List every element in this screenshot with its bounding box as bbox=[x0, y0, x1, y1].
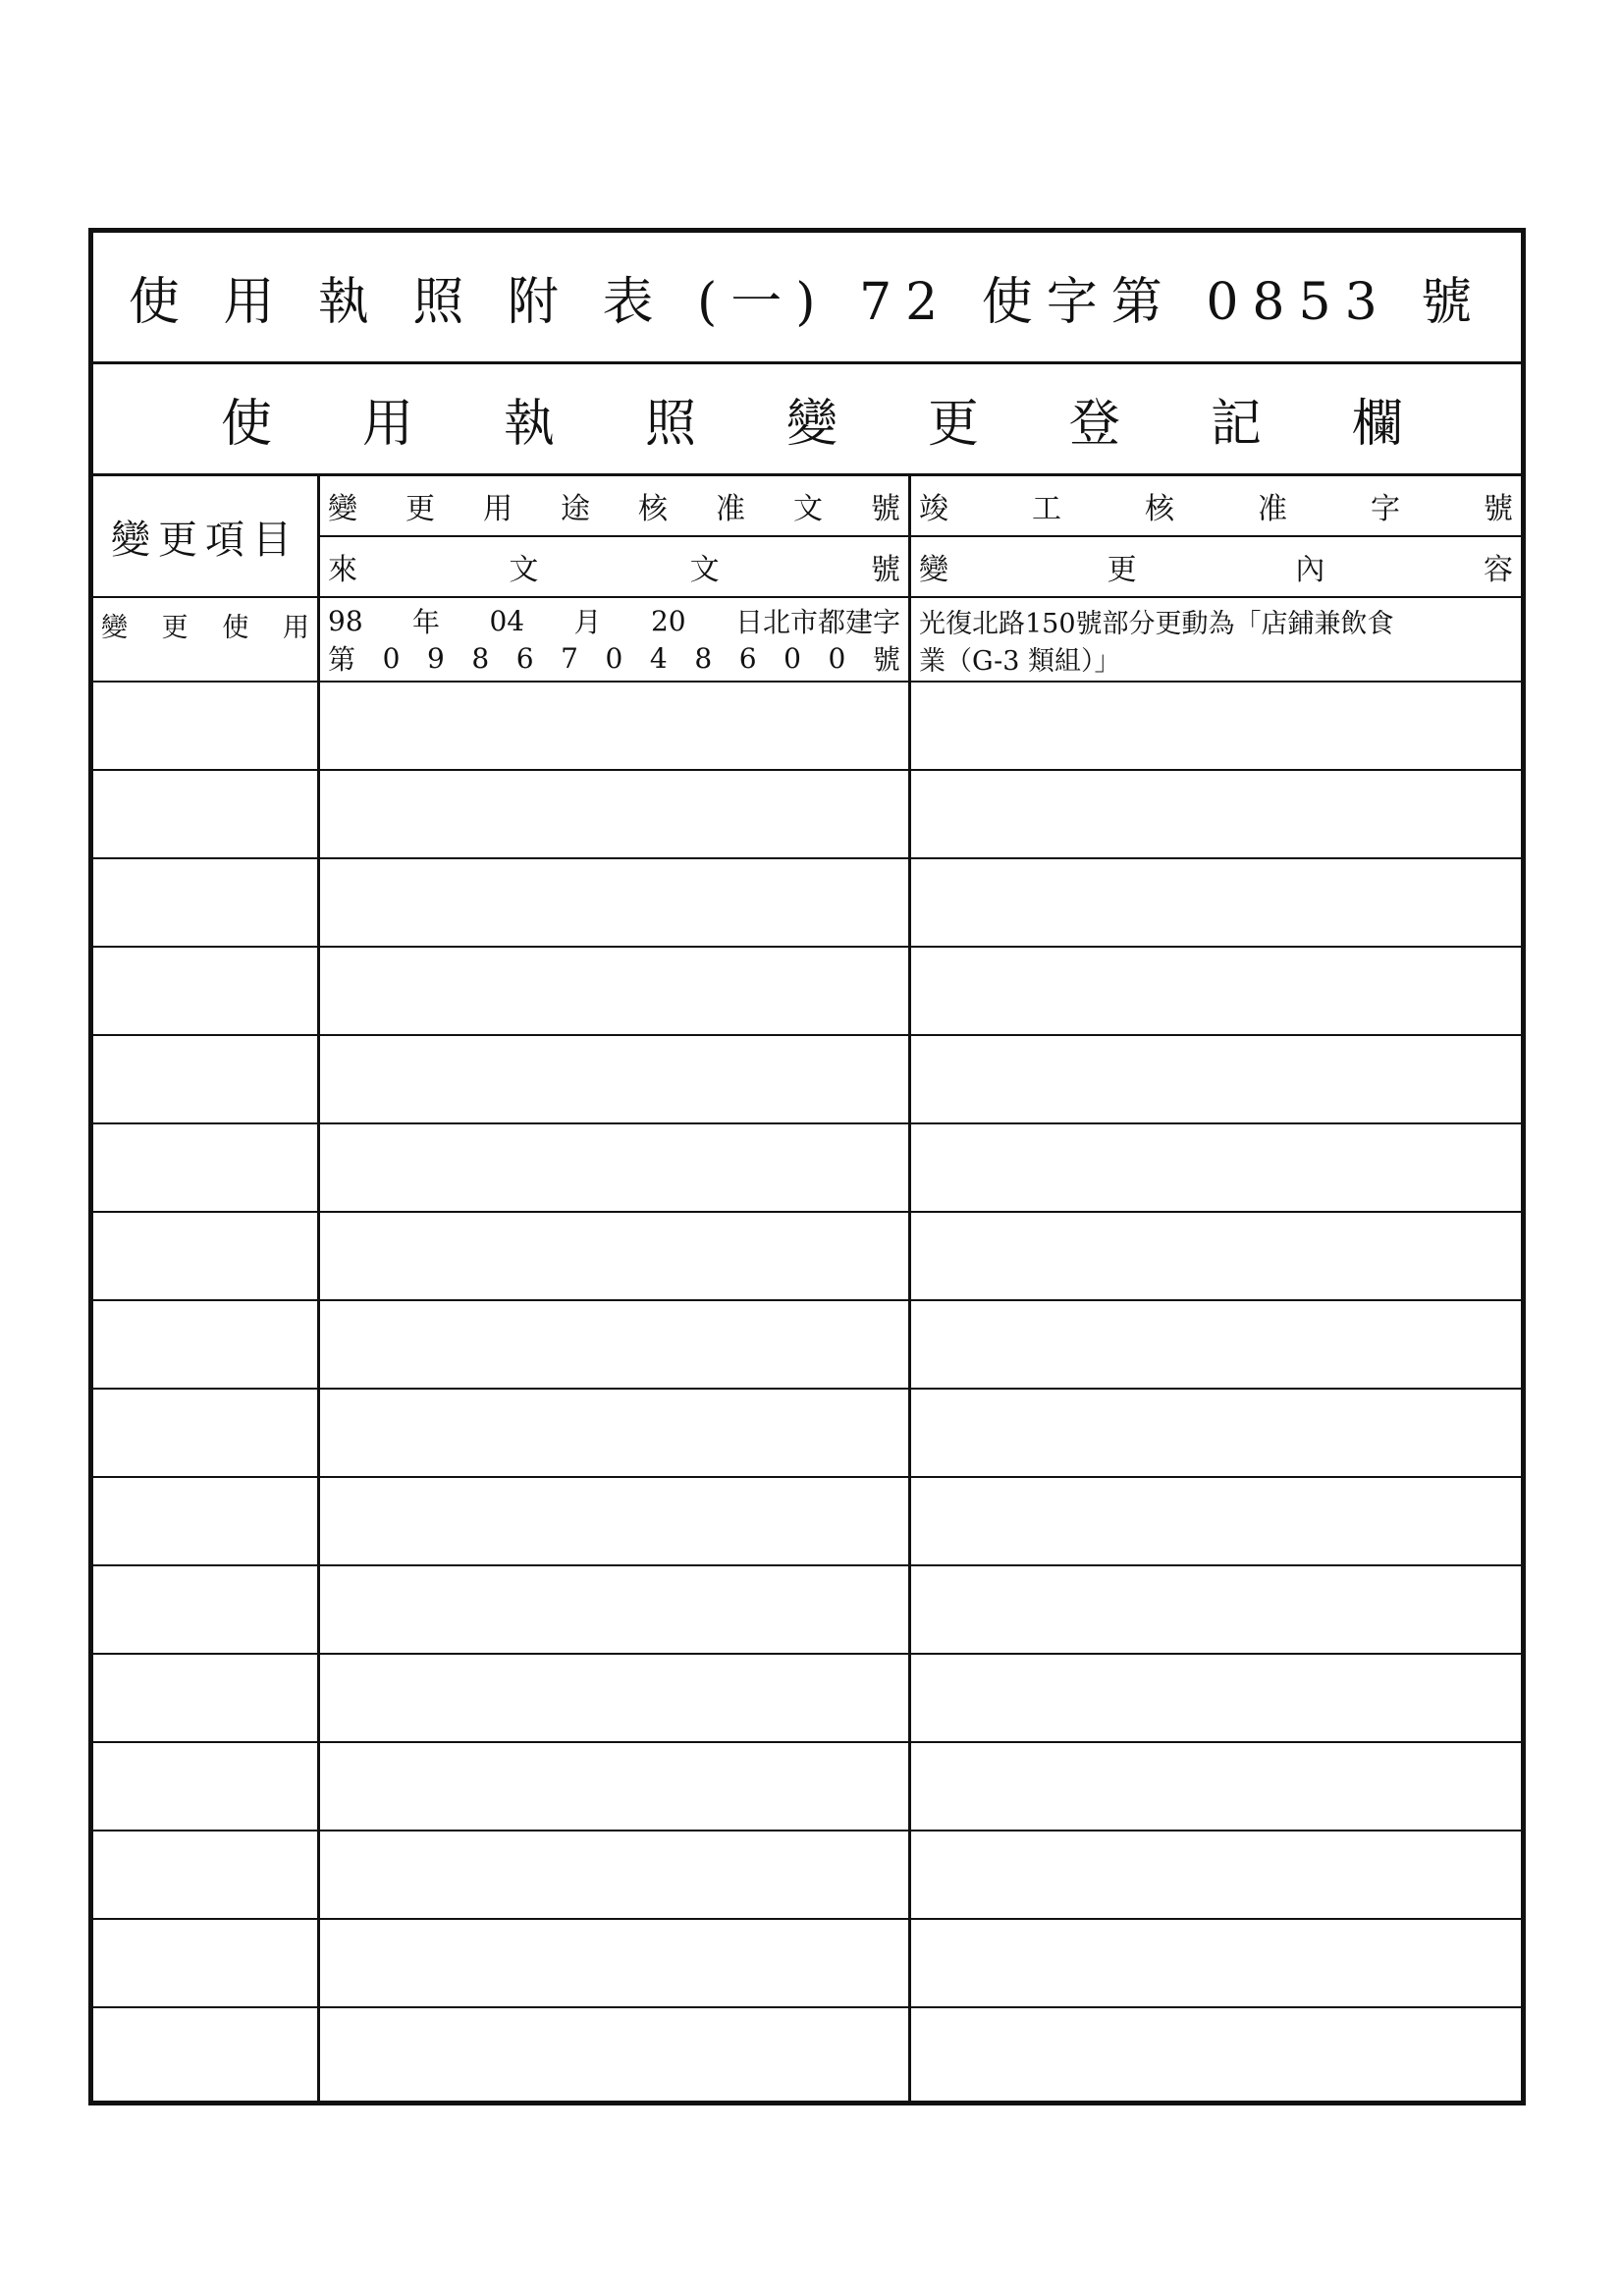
doc-token: 第 bbox=[328, 643, 356, 676]
empty-row bbox=[320, 1920, 908, 2008]
header-char: 用 bbox=[483, 492, 513, 526]
subtitle-char: 更 bbox=[927, 395, 979, 454]
empty-row bbox=[320, 859, 908, 948]
empty-row bbox=[320, 1301, 908, 1390]
subtitle-char: 用 bbox=[361, 395, 413, 454]
form-title-row bbox=[93, 233, 1521, 364]
entry-item-char: 變 bbox=[101, 613, 128, 643]
column-document-number bbox=[320, 476, 911, 2101]
header-char: 准 bbox=[1258, 492, 1287, 526]
doc-token: 月 bbox=[573, 606, 602, 638]
empty-row bbox=[93, 1213, 317, 1301]
subtitle-char: 執 bbox=[503, 395, 555, 454]
empty-row bbox=[911, 1478, 1521, 1566]
empty-row bbox=[320, 1124, 908, 1213]
entry-content-line-1: 光復北路150號部分更動為「店鋪兼飲食 bbox=[919, 608, 1394, 639]
header-char: 更 bbox=[405, 492, 435, 526]
empty-row bbox=[911, 1655, 1521, 1743]
usage-permit-attachment-form bbox=[88, 228, 1526, 2105]
empty-row bbox=[320, 683, 908, 771]
empty-row bbox=[93, 771, 317, 859]
empty-row bbox=[911, 1920, 1521, 2008]
empty-row bbox=[93, 859, 317, 948]
header-char: 工 bbox=[1032, 492, 1061, 526]
header-char: 核 bbox=[638, 492, 668, 526]
empty-row bbox=[320, 1831, 908, 1920]
doc-token: 0 bbox=[382, 641, 401, 675]
header-char: 號 bbox=[871, 492, 900, 526]
empty-row bbox=[320, 1566, 908, 1655]
empty-row bbox=[93, 1124, 317, 1213]
empty-row bbox=[93, 1655, 317, 1743]
header-change-item: 變更項目 bbox=[93, 476, 317, 598]
header-approval-doc-number bbox=[320, 476, 908, 537]
entry-item-char: 使 bbox=[222, 613, 249, 643]
header-char: 途 bbox=[561, 492, 590, 526]
empty-row bbox=[320, 1478, 908, 1566]
entry-document-number bbox=[320, 598, 908, 683]
empty-row bbox=[320, 948, 908, 1036]
empty-row bbox=[911, 771, 1521, 859]
header-incoming-doc-number bbox=[320, 537, 908, 598]
doc-token: 7 bbox=[561, 641, 578, 675]
entry-item-char: 用 bbox=[282, 613, 309, 643]
form-title: 使 用 執 照 附 表 (一) 72 使字第 0853 號 bbox=[128, 273, 1486, 332]
header-char: 更 bbox=[1107, 553, 1137, 587]
empty-row bbox=[93, 1301, 317, 1390]
header-change-content bbox=[911, 537, 1521, 598]
header-char: 來 bbox=[328, 553, 357, 587]
header-completion-approval-number bbox=[911, 476, 1521, 537]
doc-token: 6 bbox=[738, 641, 757, 675]
empty-row bbox=[93, 1831, 317, 1920]
header-char: 號 bbox=[870, 553, 900, 587]
empty-row bbox=[93, 948, 317, 1036]
doc-token: 8 bbox=[471, 641, 490, 675]
doc-token: 0 bbox=[783, 641, 801, 675]
doc-token: 98 bbox=[328, 604, 363, 637]
entry-item-char: 更 bbox=[161, 613, 189, 643]
empty-row bbox=[93, 683, 317, 771]
empty-row bbox=[320, 1036, 908, 1124]
empty-row bbox=[320, 1213, 908, 1301]
entry-doc-line-2 bbox=[320, 639, 908, 677]
doc-token: 0 bbox=[605, 641, 623, 675]
header-char: 竣 bbox=[919, 492, 948, 526]
empty-row bbox=[320, 1390, 908, 1478]
empty-row bbox=[911, 1213, 1521, 1301]
entry-change-content bbox=[911, 598, 1521, 683]
empty-row bbox=[93, 1566, 317, 1655]
subtitle-char: 變 bbox=[785, 395, 838, 454]
header-char: 容 bbox=[1483, 553, 1513, 587]
empty-row bbox=[911, 1743, 1521, 1831]
doc-token: 20 bbox=[650, 604, 686, 637]
empty-row bbox=[911, 1390, 1521, 1478]
header-char: 核 bbox=[1145, 492, 1174, 526]
doc-token: 號 bbox=[872, 643, 900, 676]
entry-doc-line-1 bbox=[320, 602, 908, 639]
form-subtitle-row bbox=[93, 364, 1521, 476]
empty-row bbox=[93, 1920, 317, 2008]
empty-row bbox=[911, 948, 1521, 1036]
entry-content-line-2: 業（G-3 類組）」 bbox=[919, 645, 1121, 677]
doc-token: 6 bbox=[515, 641, 534, 675]
empty-row bbox=[911, 1124, 1521, 1213]
entry-change-item bbox=[93, 598, 317, 683]
empty-row bbox=[93, 1478, 317, 1566]
subtitle-char: 照 bbox=[644, 395, 696, 454]
subtitle-char: 使 bbox=[221, 395, 273, 454]
subtitle-char: 登 bbox=[1068, 395, 1120, 454]
empty-row bbox=[911, 859, 1521, 948]
doc-token: 年 bbox=[412, 606, 441, 638]
subtitle-char: 記 bbox=[1210, 395, 1262, 454]
column-change-item bbox=[93, 476, 320, 2101]
doc-token: 8 bbox=[694, 641, 713, 675]
doc-token: 0 bbox=[828, 641, 846, 675]
empty-row bbox=[911, 1831, 1521, 1920]
header-char: 號 bbox=[1484, 492, 1513, 526]
empty-row bbox=[320, 1743, 908, 1831]
header-char: 變 bbox=[328, 492, 357, 526]
empty-row bbox=[93, 1036, 317, 1124]
column-change-content bbox=[911, 476, 1521, 2101]
empty-row bbox=[911, 1301, 1521, 1390]
change-log-table bbox=[93, 476, 1521, 2101]
doc-token: 4 bbox=[649, 641, 668, 675]
header-char: 變 bbox=[919, 553, 948, 587]
empty-row bbox=[93, 1743, 317, 1831]
header-char: 內 bbox=[1295, 553, 1325, 587]
doc-token: 04 bbox=[489, 604, 525, 637]
empty-row bbox=[320, 771, 908, 859]
header-char: 文 bbox=[793, 492, 823, 526]
empty-row bbox=[93, 1390, 317, 1478]
empty-row bbox=[911, 1566, 1521, 1655]
empty-row bbox=[911, 1036, 1521, 1124]
header-char: 文 bbox=[509, 553, 539, 587]
subtitle-char: 欄 bbox=[1351, 395, 1403, 454]
header-char: 文 bbox=[689, 553, 720, 587]
doc-token: 日北市都建字 bbox=[734, 606, 900, 638]
empty-row bbox=[911, 683, 1521, 771]
header-char: 字 bbox=[1371, 492, 1400, 526]
header-char: 准 bbox=[716, 492, 745, 526]
doc-token: 9 bbox=[426, 641, 445, 675]
empty-row bbox=[320, 1655, 908, 1743]
